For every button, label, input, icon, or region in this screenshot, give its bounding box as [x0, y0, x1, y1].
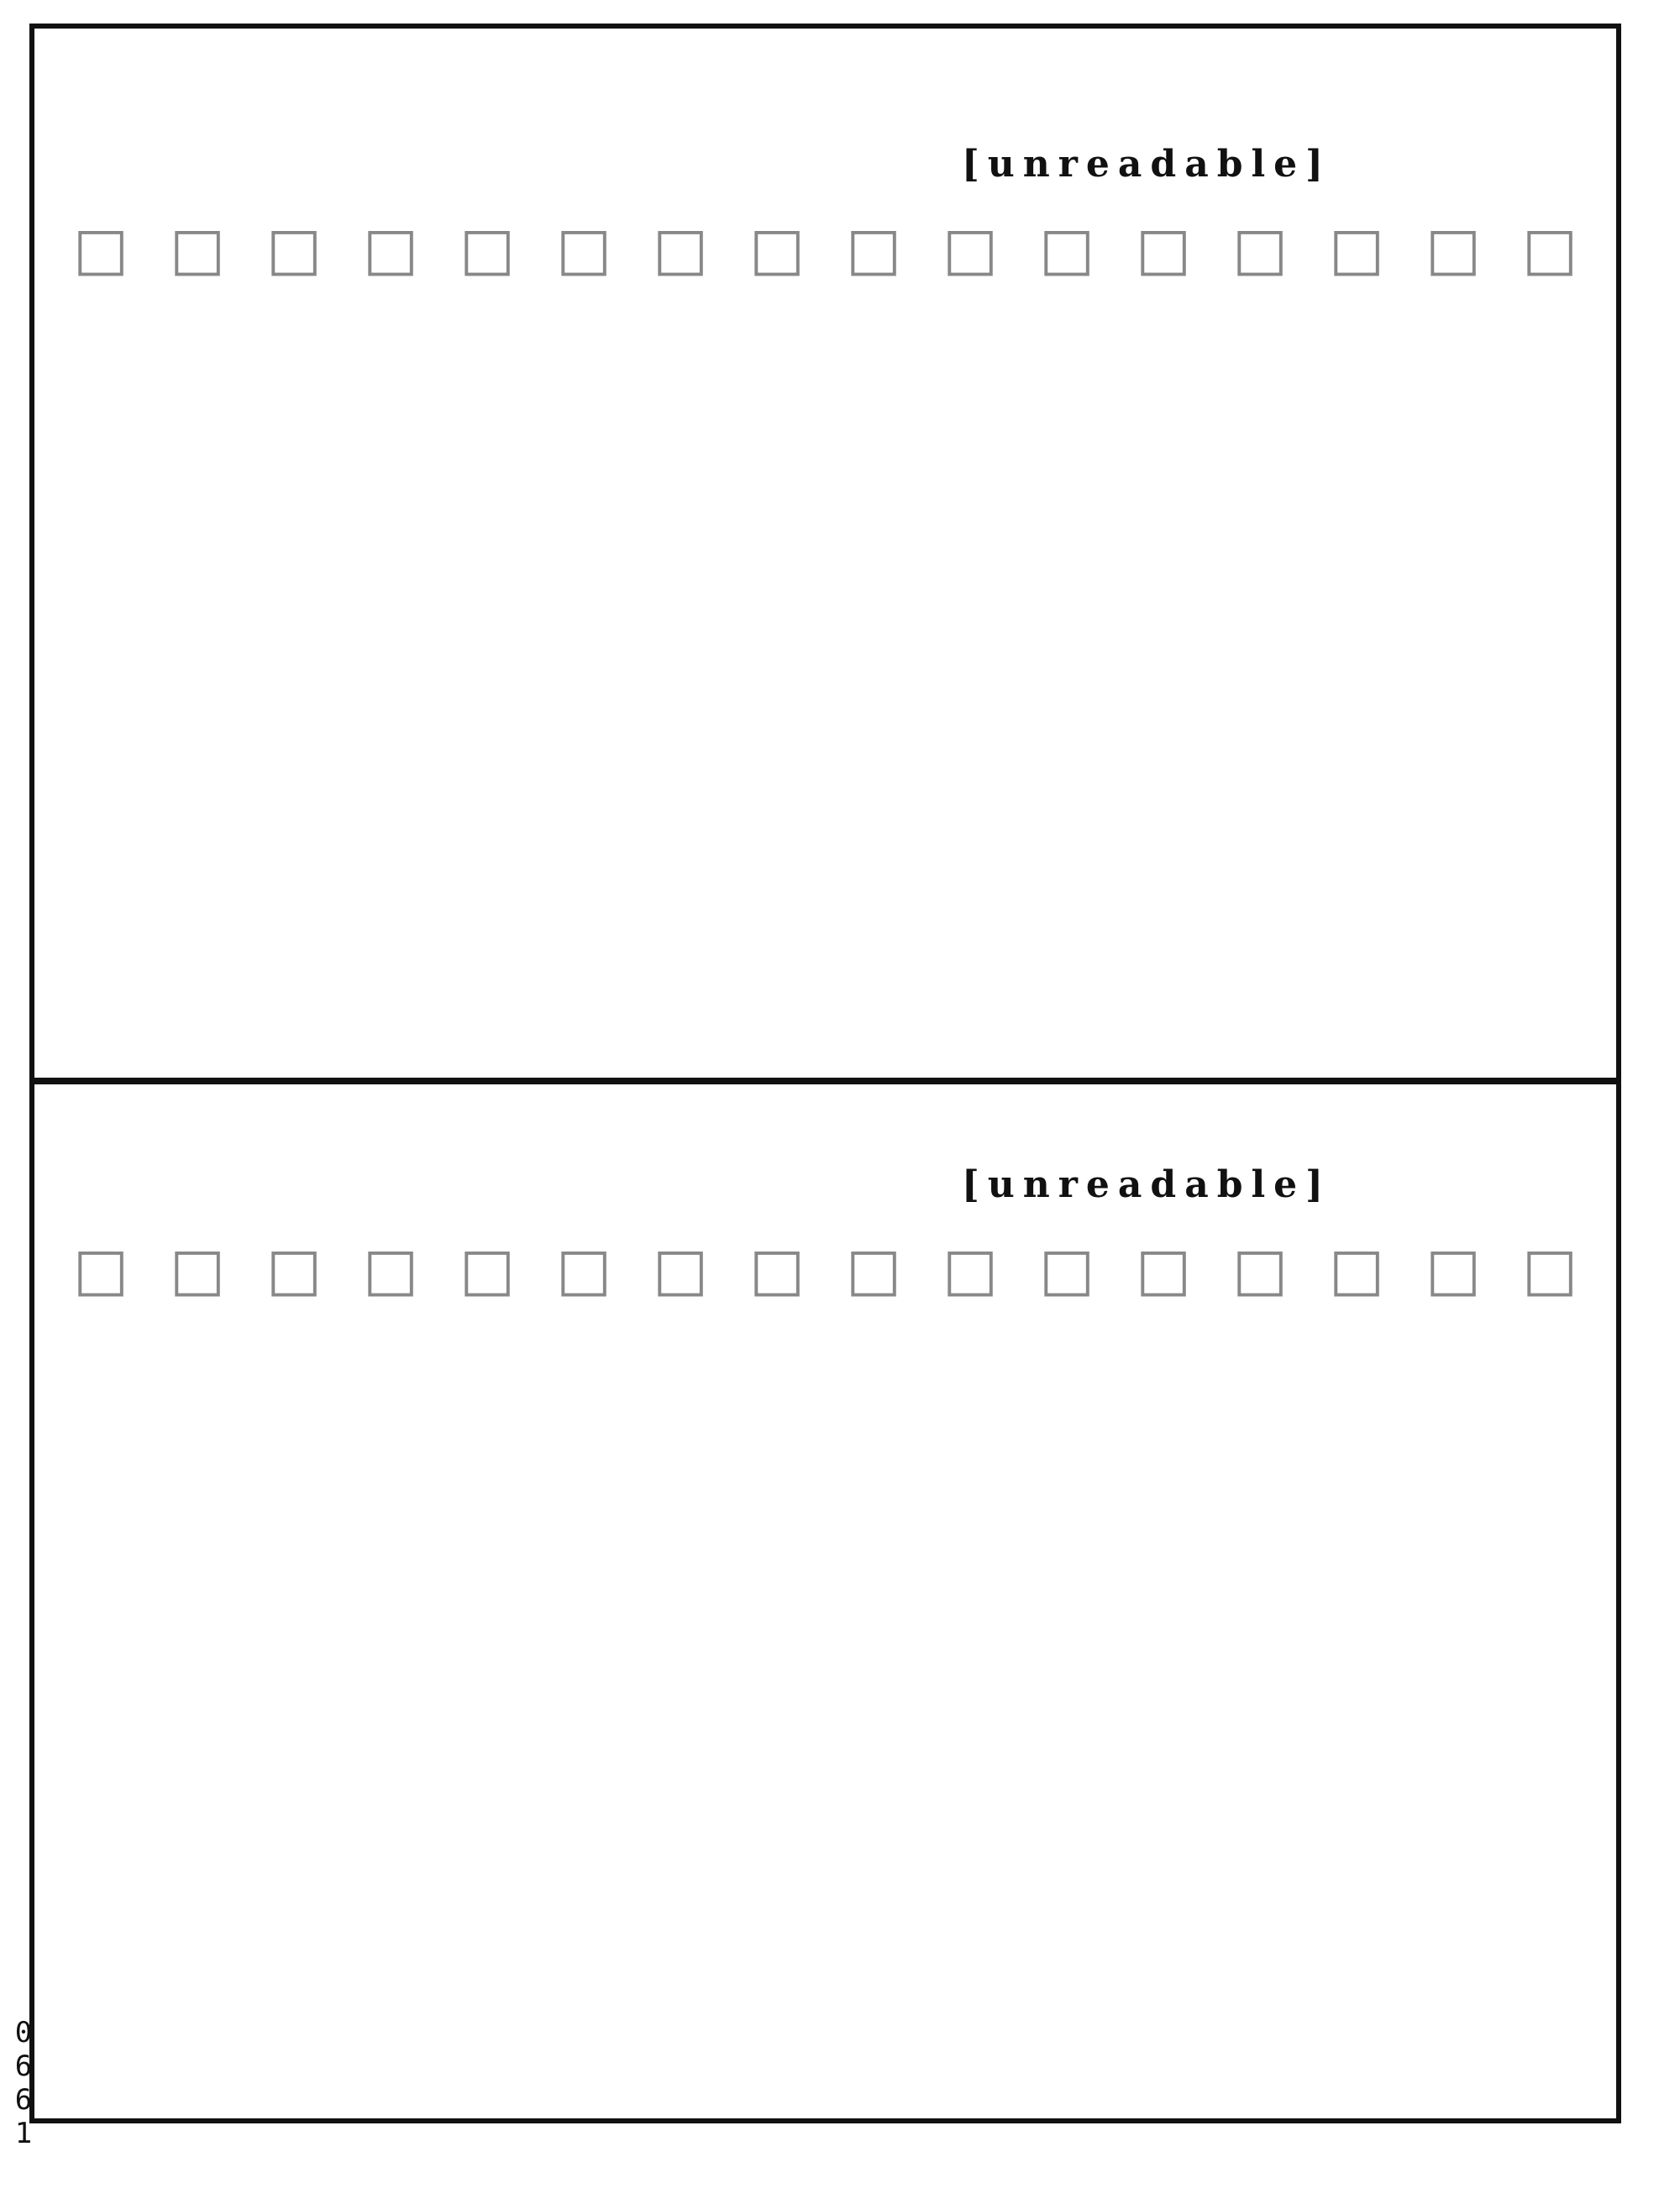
text-column: □ — [1226, 1235, 1294, 1304]
text-column: □ — [66, 214, 135, 283]
text-column: □ — [453, 214, 522, 283]
text-column: □ — [646, 1235, 715, 1304]
lower-page — [59, 1113, 1592, 2096]
text-columns — [59, 214, 1592, 1050]
text-column: □ — [356, 1235, 425, 1304]
text-column: □ — [743, 214, 811, 283]
text-column: □ — [1129, 1235, 1198, 1304]
upper-page — [59, 50, 1592, 1050]
text-column: □ — [743, 1235, 811, 1304]
text-column: □ — [163, 1235, 232, 1304]
page-number: 0661 — [7, 2016, 40, 2150]
text-column: □ — [1515, 214, 1584, 283]
text-column: □ — [1032, 214, 1101, 283]
text-column: □ — [1419, 214, 1488, 283]
text-column: □ — [549, 214, 618, 283]
text-column: □ — [1129, 214, 1198, 283]
page-divider — [29, 1078, 1621, 1084]
text-column: □ — [1515, 1235, 1584, 1304]
text-column: □ — [1322, 214, 1391, 283]
text-column: □ — [1226, 214, 1294, 283]
running-header: [unreadable] — [961, 1163, 1331, 1206]
text-column: □ — [839, 214, 908, 283]
text-column: □ — [646, 214, 715, 283]
text-column: □ — [453, 1235, 522, 1304]
text-column: □ — [936, 1235, 1005, 1304]
text-column: □ — [839, 1235, 908, 1304]
text-column: □ — [260, 1235, 328, 1304]
text-column: □ — [1032, 1235, 1101, 1304]
text-column: □ — [163, 214, 232, 283]
text-column: □ — [1419, 1235, 1488, 1304]
text-column: □ — [1322, 1235, 1391, 1304]
text-column: □ — [936, 214, 1005, 283]
text-columns — [59, 1235, 1592, 2096]
running-header: [unreadable] — [961, 143, 1331, 186]
text-column: □ — [260, 214, 328, 283]
text-column: □ — [549, 1235, 618, 1304]
text-column: □ — [66, 1235, 135, 1304]
text-column: □ — [356, 214, 425, 283]
